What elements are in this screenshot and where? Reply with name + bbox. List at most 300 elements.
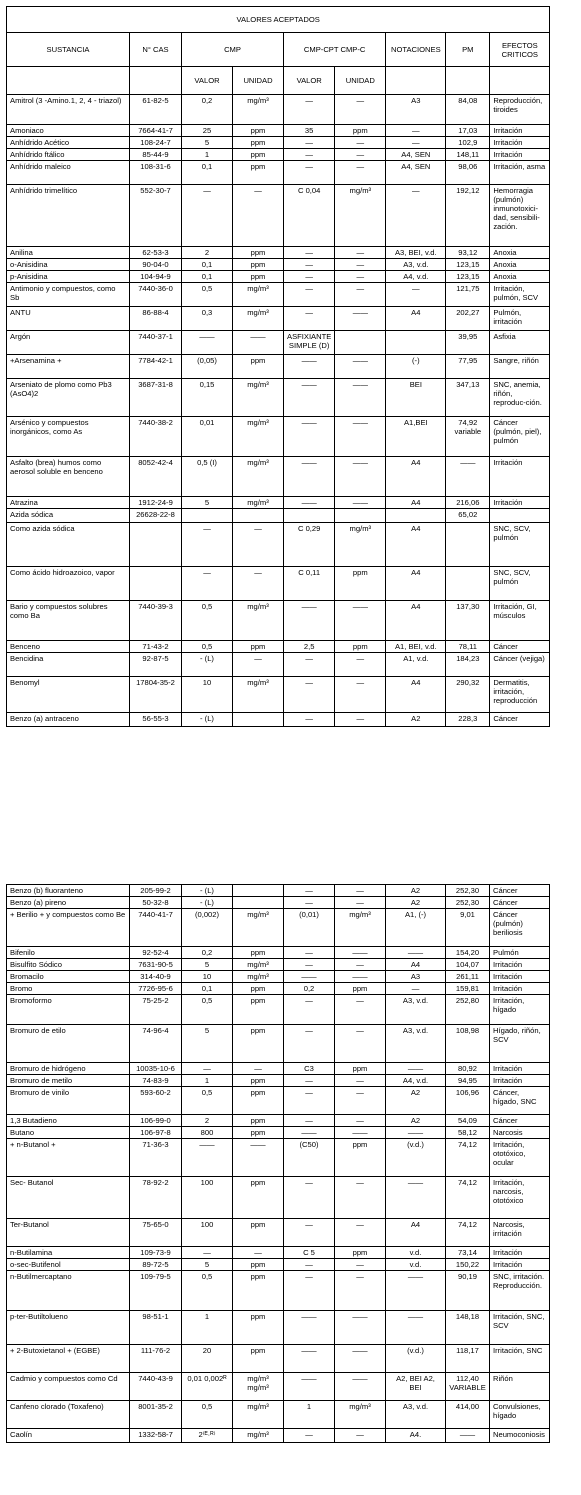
cell-efectos: Asfixia [490,331,550,355]
cell-cas: 92-87-5 [130,653,182,677]
cell-efectos: Cáncer (pulmón, piel), pulmón [490,417,550,457]
cell-cmp-valor: 0,2 [182,947,233,959]
cell-cmp-valor: (0,002) [182,909,233,947]
cell-cpt-unidad: — [335,137,386,149]
cell-cpt-valor: — [284,947,335,959]
table-row [7,1271,550,1311]
cell-sustancia: n-Butilamina [7,1247,130,1259]
cell-sustancia: Anhídrido ftálico [7,149,130,161]
cell-cpt-valor: — [284,95,335,125]
cell-pm: 74,12 [446,1219,490,1247]
cell-notaciones: — [386,283,446,307]
cell-sustancia: Asfalto (brea) humos como aerosol soluble en benceno [7,457,130,497]
cell-pm: 74,92 variable [446,417,490,457]
cell-cpt-valor: — [284,1177,335,1219]
cell-notaciones: —— [386,1127,446,1139]
cell-cmp-unidad: — [233,185,284,247]
cell-sustancia: Benzo (b) fluoranteno [7,885,130,897]
cell-pm: 98,06 [446,161,490,185]
table-row [7,1345,550,1373]
cell-cmp-valor: 0,01 0,002ᴿ [182,1373,233,1401]
table-row [7,1311,550,1345]
table-row [7,1139,550,1177]
cell-sustancia: Cadmio y compuestos como Cd [7,1373,130,1401]
cell-cas: 17804-35-2 [130,677,182,713]
cell-cmp-valor: 100 [182,1219,233,1247]
cell-cpt-unidad: ppm [335,567,386,601]
cell-cas: 90-04-0 [130,259,182,271]
header-cpt-valor: VALOR [284,67,335,95]
cell-notaciones: A4 [386,677,446,713]
cell-cpt-unidad: —— [335,457,386,497]
cell-notaciones: A4 [386,959,446,971]
cell-notaciones: — [386,983,446,995]
cell-efectos: Cáncer (vejiga) [490,653,550,677]
cell-cmp-valor: 0,01 [182,417,233,457]
cell-cmp-valor: 5 [182,137,233,149]
table-row [7,641,550,653]
cell-sustancia: Bromuro de metilo [7,1075,130,1087]
cell-sustancia: Canfeno clorado (Toxafeno) [7,1401,130,1429]
cell-cpt-valor: C 0,11 [284,567,335,601]
cell-cpt-unidad: ppm [335,1063,386,1075]
cell-cpt-valor: C 0,29 [284,523,335,567]
header-cas: N° CAS [130,33,182,67]
cell-cpt-unidad: mg/m³ [335,185,386,247]
cell-efectos: Irritación [490,457,550,497]
cell-cpt-valor: — [284,247,335,259]
cell-cpt-unidad: — [335,1115,386,1127]
cell-notaciones: A4 [386,497,446,509]
table-row [7,1401,550,1429]
cell-cmp-valor: 0,2 [182,95,233,125]
cell-cas: 7440-41-7 [130,909,182,947]
cell-cmp-unidad: ppm [233,641,284,653]
cell-pm: 261,11 [446,971,490,983]
cell-cpt-unidad: — [335,653,386,677]
cell-cpt-valor: — [284,653,335,677]
table-row [7,137,550,149]
table-row [7,959,550,971]
cell-cmp-unidad: ppm [233,1115,284,1127]
cell-cpt-unidad: — [335,95,386,125]
cell-cmp-unidad: mg/m³ [233,971,284,983]
cell-efectos: Irritación [490,149,550,161]
cell-pm: 93,12 [446,247,490,259]
cell-pm: 252,80 [446,995,490,1025]
cell-cpt-valor: — [284,137,335,149]
cell-notaciones: A4, v.d. [386,271,446,283]
cell-sustancia: p-Anisidina [7,271,130,283]
cell-cmp-valor: 0,1 [182,271,233,283]
cell-cas [130,523,182,567]
table-row [7,909,550,947]
cell-notaciones: A1, v.d. [386,653,446,677]
table-row [7,1429,550,1443]
cell-notaciones: A3, v.d. [386,1401,446,1429]
cell-sustancia: Como ácido hidroazoico, vapor [7,567,130,601]
cell-cmp-unidad: ppm [233,1271,284,1311]
cell-cas: 56-55-3 [130,713,182,727]
table-row [7,509,550,523]
cell-cmp-valor: 2 [182,247,233,259]
cell-cas: 85-44-9 [130,149,182,161]
cell-notaciones [386,331,446,355]
cell-cmp-valor: 0,5 (I) [182,457,233,497]
cell-cas: 86-88-4 [130,307,182,331]
cell-cpt-valor: ASFIXIANTE SIMPLE (D) [284,331,335,355]
cell-cpt-valor: — [284,1271,335,1311]
cell-efectos: Irritación [490,497,550,509]
cell-efectos: Narcosis, irritación [490,1219,550,1247]
cell-notaciones: A2 [386,885,446,897]
cell-sustancia: +Arsenamina + [7,355,130,379]
cell-sustancia: + 2-Butoxietanol + (EGBE) [7,1345,130,1373]
cell-cmp-unidad: — [233,567,284,601]
cell-cmp-unidad: —— [233,1139,284,1177]
cell-cpt-unidad: — [335,995,386,1025]
cell-efectos: Riñón [490,1373,550,1401]
cell-cpt-unidad: — [335,161,386,185]
cell-sustancia: Amitrol (3 -Amino.1, 2, 4 - triazol) [7,95,130,125]
cell-sustancia: Ter-Butanol [7,1219,130,1247]
cell-notaciones: A3, v.d. [386,259,446,271]
cell-notaciones: A1, BEI, v.d. [386,641,446,653]
cell-cmp-valor: 2⁽ᴱ·ᴿ⁾ [182,1429,233,1443]
cell-cas: 98-51-1 [130,1311,182,1345]
cell-cmp-unidad: mg/m³ [233,307,284,331]
cell-cmp-valor: — [182,185,233,247]
cell-cmp-valor: 0,5 [182,1087,233,1115]
cell-cmp-unidad: mg/m³ [233,283,284,307]
cell-cmp-unidad: mg/m³ [233,677,284,713]
table-body-page2 [7,885,550,1443]
cell-cas: 7726-95-6 [130,983,182,995]
cell-notaciones: — [386,125,446,137]
cell-cmp-unidad: mg/m³ [233,1429,284,1443]
cell-cmp-valor: —— [182,1139,233,1177]
cell-efectos: Anoxia [490,247,550,259]
cell-efectos: Narcosis [490,1127,550,1139]
table-row [7,379,550,417]
cell-cpt-valor: C 5 [284,1247,335,1259]
table-body-page1 [7,95,550,727]
cell-cpt-unidad: — [335,677,386,713]
cell-cpt-valor [284,509,335,523]
cell-efectos: Irritación, GI, músculos [490,601,550,641]
cell-efectos: SNC, SCV, pulmón [490,567,550,601]
table-row [7,653,550,677]
table-row [7,307,550,331]
cell-cmp-valor: — [182,567,233,601]
cell-cpt-unidad: —— [335,307,386,331]
cell-notaciones: —— [386,1271,446,1311]
cell-notaciones: A3, BEI, v.d. [386,247,446,259]
table-row [7,1259,550,1271]
cell-sustancia: Arseniato de plomo como Pb3 (AsO4)2 [7,379,130,417]
cell-cmp-valor: 0,1 [182,161,233,185]
cell-cmp-valor: 5 [182,1259,233,1271]
cell-notaciones: A3, v.d. [386,1025,446,1063]
cell-cpt-unidad: —— [335,971,386,983]
cell-cpt-valor: C 0,04 [284,185,335,247]
cell-cmp-unidad: — [233,523,284,567]
cell-cas: 78-92-2 [130,1177,182,1219]
table-row [7,885,550,897]
cell-pm: 347,13 [446,379,490,417]
cell-efectos: Cáncer, hígado, SNC [490,1087,550,1115]
cell-efectos: Irritación, SNC, SCV [490,1311,550,1345]
header-efectos: EFECTOS CRITICOS [490,33,550,67]
table-row [7,185,550,247]
cell-cas: 7784-42-1 [130,355,182,379]
cell-sustancia: Bromoformo [7,995,130,1025]
cell-cpt-unidad: — [335,1259,386,1271]
cell-cpt-valor: —— [284,1373,335,1401]
header-cpt-unidad: UNIDAD [335,67,386,95]
cell-pm: 74,12 [446,1139,490,1177]
cell-efectos: Pulmón [490,947,550,959]
cell-cpt-unidad [335,509,386,523]
cell-cpt-valor: 2,5 [284,641,335,653]
cell-efectos: Dermatitis, irritación, reproducción [490,677,550,713]
cell-pm: 159,81 [446,983,490,995]
cell-cpt-valor: —— [284,1345,335,1373]
cell-cpt-valor: —— [284,1311,335,1345]
table-row [7,1247,550,1259]
cell-sustancia: Benzo (a) pireno [7,897,130,909]
cell-cpt-valor: — [284,1219,335,1247]
cell-cmp-unidad: ppm [233,149,284,161]
table-row [7,1063,550,1075]
table-row [7,161,550,185]
cell-cpt-valor: — [284,259,335,271]
cell-pm: 74,12 [446,1177,490,1219]
header-notaciones: NOTACIONES [386,33,446,67]
header-cmp-valor: VALOR [182,67,233,95]
cell-pm: 77,95 [446,355,490,379]
cell-cpt-valor: — [284,995,335,1025]
cell-cmp-valor: 1 [182,149,233,161]
cell-cmp-unidad: ppm [233,983,284,995]
cell-efectos: SNC, SCV, pulmón [490,523,550,567]
cell-cpt-valor: — [284,959,335,971]
cell-cas: 74-83-9 [130,1075,182,1087]
cell-pm: 108,98 [446,1025,490,1063]
cell-pm [446,523,490,567]
cell-cmp-valor: - (L) [182,897,233,909]
cell-cmp-unidad: mg/m³ [233,417,284,457]
cell-sustancia: Bromuro de etilo [7,1025,130,1063]
cell-cmp-unidad [233,509,284,523]
cell-pm: 192,12 [446,185,490,247]
cell-cpt-valor: — [284,283,335,307]
cell-notaciones: A4 [386,567,446,601]
cell-cas: 74-96-4 [130,1025,182,1063]
cell-cpt-valor: — [284,713,335,727]
cell-sustancia: 1,3 Butadieno [7,1115,130,1127]
cell-cas: 7440-36-0 [130,283,182,307]
cell-sustancia: Caolín [7,1429,130,1443]
cell-cpt-valor: —— [284,1127,335,1139]
cell-cmp-valor: — [182,1247,233,1259]
cell-cmp-unidad: ppm [233,1311,284,1345]
cell-sustancia: ANTU [7,307,130,331]
cell-notaciones: A1, (-) [386,909,446,947]
table-row [7,1177,550,1219]
table-row [7,457,550,497]
cell-cpt-unidad: —— [335,601,386,641]
cell-efectos: Neumoconiosis [490,1429,550,1443]
cell-cmp-valor: 10 [182,677,233,713]
cell-cpt-unidad: — [335,271,386,283]
cell-cpt-valor: 0,2 [284,983,335,995]
cell-pm: 202,27 [446,307,490,331]
cell-sustancia: Bifenilo [7,947,130,959]
cell-cas: 7440-37-1 [130,331,182,355]
cell-sustancia: Bromuro de hidrógeno [7,1063,130,1075]
cell-cpt-valor: 1 [284,1401,335,1429]
cell-cpt-valor: — [284,1259,335,1271]
cell-cpt-valor: —— [284,497,335,509]
cell-sustancia: Bromo [7,983,130,995]
cell-pm: 80,92 [446,1063,490,1075]
cell-cas: 89-72-5 [130,1259,182,1271]
cell-notaciones: A2 [386,1087,446,1115]
cell-efectos: Irritación [490,1247,550,1259]
cell-sustancia: Como azida sódica [7,523,130,567]
cell-notaciones: A4. [386,1429,446,1443]
cell-cpt-valor: —— [284,355,335,379]
cell-cpt-unidad: — [335,1075,386,1087]
cell-sustancia: Anhídrido Acético [7,137,130,149]
cell-efectos: Irritación [490,1259,550,1271]
cell-cas: 75-65-0 [130,1219,182,1247]
cell-cmp-unidad: ppm [233,1127,284,1139]
cell-notaciones: —— [386,1063,446,1075]
cell-sustancia: o-sec-Butifenol [7,1259,130,1271]
table-row [7,283,550,307]
cell-efectos: Cáncer (pulmón) beriliosis [490,909,550,947]
cell-pm: 123,15 [446,259,490,271]
cell-notaciones: A4 [386,523,446,567]
cell-sustancia: Benceno [7,641,130,653]
cell-notaciones: (v.d.) [386,1345,446,1373]
cell-cas: 7440-38-2 [130,417,182,457]
cell-cmp-valor: 5 [182,1025,233,1063]
table-row [7,149,550,161]
cell-cmp-valor: — [182,523,233,567]
cell-sustancia: Benomyl [7,677,130,713]
cell-notaciones: A4 [386,307,446,331]
cell-cpt-unidad: —— [335,947,386,959]
cell-cmp-unidad: ppm [233,125,284,137]
table-row [7,125,550,137]
cell-cpt-unidad: — [335,1087,386,1115]
cell-cas: 104-94-9 [130,271,182,283]
cell-cmp-unidad: —— [233,331,284,355]
cell-cmp-unidad: ppm [233,247,284,259]
cell-pm: 39,95 [446,331,490,355]
cell-notaciones: A4, SEN [386,149,446,161]
cell-efectos: Anoxia [490,259,550,271]
table-row [7,95,550,125]
table-row [7,355,550,379]
cell-cpt-valor: —— [284,601,335,641]
cell-sustancia: Sec- Butanol [7,1177,130,1219]
cell-cmp-unidad [233,885,284,897]
cell-notaciones: — [386,137,446,149]
cell-efectos: Convulsiones, hígado [490,1401,550,1429]
cell-cpt-unidad: — [335,713,386,727]
cell-cmp-valor: - (L) [182,885,233,897]
valores-table-page2 [6,884,550,1443]
header-sustancia: SUSTANCIA [7,33,130,67]
cell-sustancia: + Berilio + y compuestos como Be [7,909,130,947]
cell-cmp-valor: - (L) [182,713,233,727]
cell-cas: 61-82-5 [130,95,182,125]
cell-cpt-unidad: — [335,259,386,271]
cell-cmp-valor: —— [182,331,233,355]
cell-pm: 90,19 [446,1271,490,1311]
cell-cpt-unidad [335,331,386,355]
cell-cas: 109-79-5 [130,1271,182,1311]
table-row [7,247,550,259]
cell-cas: 1912-24-9 [130,497,182,509]
cell-cmp-unidad: ppm [233,1087,284,1115]
cell-cpt-unidad: —— [335,355,386,379]
cell-cmp-unidad: ppm [233,1219,284,1247]
cell-cas: 314-40-9 [130,971,182,983]
cell-efectos: Irritación, pulmón, SCV [490,283,550,307]
cell-cas: 7631-90-5 [130,959,182,971]
cell-cmp-valor: 0,5 [182,1401,233,1429]
cell-sustancia: Bisulfito Sódico [7,959,130,971]
cell-cpt-valor: — [284,897,335,909]
cell-cpt-unidad: — [335,247,386,259]
cell-pm: 65,02 [446,509,490,523]
table-title: VALORES ACEPTADOS [7,7,550,33]
cell-pm [446,567,490,601]
cell-cpt-unidad: ppm [335,1139,386,1177]
cell-cmp-unidad: ppm [233,1177,284,1219]
cell-notaciones: A2 [386,713,446,727]
cell-notaciones [386,509,446,523]
cell-cpt-valor: —— [284,379,335,417]
cell-cmp-valor: 0,5 [182,641,233,653]
cell-cmp-unidad [233,897,284,909]
cell-efectos: Pulmón, irritación [490,307,550,331]
cell-cmp-valor: 0,1 [182,259,233,271]
cell-cas: 7440-43-9 [130,1373,182,1401]
cell-cas: 92-52-4 [130,947,182,959]
cell-cpt-valor: — [284,1087,335,1115]
table-row [7,1115,550,1127]
cell-cpt-valor: —— [284,457,335,497]
cell-cmp-unidad: ppm [233,1345,284,1373]
cell-cpt-unidad: ppm [335,641,386,653]
cell-pm: 154,20 [446,947,490,959]
cell-cpt-valor: — [284,307,335,331]
cell-pm: 73,14 [446,1247,490,1259]
table-row [7,713,550,727]
cell-efectos: Hemorragia (pulmón) inmunotoxici-dad, sensibili-zación. [490,185,550,247]
cell-cas: 75-25-2 [130,995,182,1025]
cell-cmp-valor: 0,3 [182,307,233,331]
cell-efectos: Cáncer [490,713,550,727]
cell-notaciones: — [386,185,446,247]
cell-cpt-unidad: — [335,897,386,909]
